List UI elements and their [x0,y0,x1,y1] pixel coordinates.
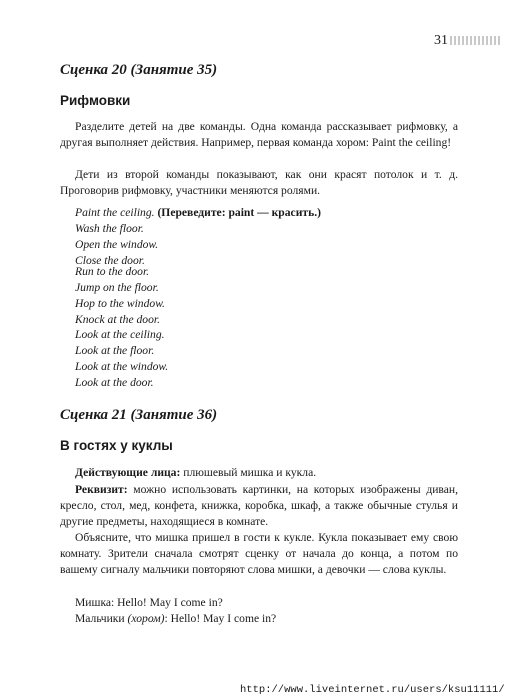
verse-line: Knock at the door. [75,313,161,326]
verse-line: Hop to the window. [75,297,165,310]
translation-note: (Переведите: paint — красить.) [157,206,321,219]
rhyme-verse-1 [75,205,321,269]
verse-line: Look at the window. [75,360,169,373]
characters-text: плюшевый мишка и кукла. [180,466,317,479]
dialog-text: : Hello! May I come in? [164,612,277,625]
verse-line: Jump on the floor. [75,281,159,294]
dialog-line [75,611,276,627]
scene-20-title: Сценка 20 (Занятие 35) [60,62,218,78]
watermark-url: http://www.liveinternet.ru/users/ksu11111/ [240,684,505,696]
dialog-note: (хором) [124,612,165,625]
props-label: Реквизит: [75,483,128,496]
scene-21-title: Сценка 21 (Занятие 36) [60,407,218,423]
paragraph-characters [60,465,458,481]
paragraph-props [60,482,458,530]
page-number: 31 [434,33,448,48]
verse-line: Wash the floor. [75,222,144,235]
paragraph-instructions: Объясните, что мишка пришел в гости к кукле. Кукла показывает ему свою комнату. Зрители сначала смотрят сценку от начала до конца, а потом по вашему сигналу мальчики повторяют слова мишки, а девочки — слова куклы. [60,531,458,576]
verse-line-text: Paint the ceiling. [75,206,155,219]
verse-line: Close the door. [75,254,145,267]
verse-line: Run to the door. [75,265,150,278]
verse-line: Look at the ceiling. [75,328,165,341]
dialog-speaker: Мальчики [75,612,125,625]
paragraph-teams: Разделите детей на две команды. Одна команда рассказывает рифмовку, а другая выполняет действия. Например, первая команда хором: Paint the ceiling! [60,120,458,149]
verse-line: Look at the floor. [75,344,155,357]
verse-line [75,205,321,221]
section-title-rhymes: Рифмовки [60,93,131,108]
rhyme-verse-3 [75,327,168,391]
dialog-text: : Hello! May I come in? [111,596,223,609]
props-text: можно использовать картинки, на которых изображены диван, кресло, стол, мед, конфета, книжка, коробка, шкаф, а также обычные стулья и другие предметы, находящиеся в комнате. [60,483,458,528]
rhyme-verse-2 [75,264,165,328]
dialog-speaker: Мишка [75,596,112,609]
verse-line: Open the window. [75,238,159,251]
paragraph-roles: Дети из второй команды показывают, как они красят потолок и т. д. Проговорив рифмовку, участники меняются ролями. [60,168,458,197]
section-title-doll-visit: В гостях у куклы [60,438,173,453]
characters-label: Действующие лица: [75,466,181,479]
header-ornament [450,36,500,45]
dialog-line [75,595,223,611]
verse-line: Look at the door. [75,376,154,389]
